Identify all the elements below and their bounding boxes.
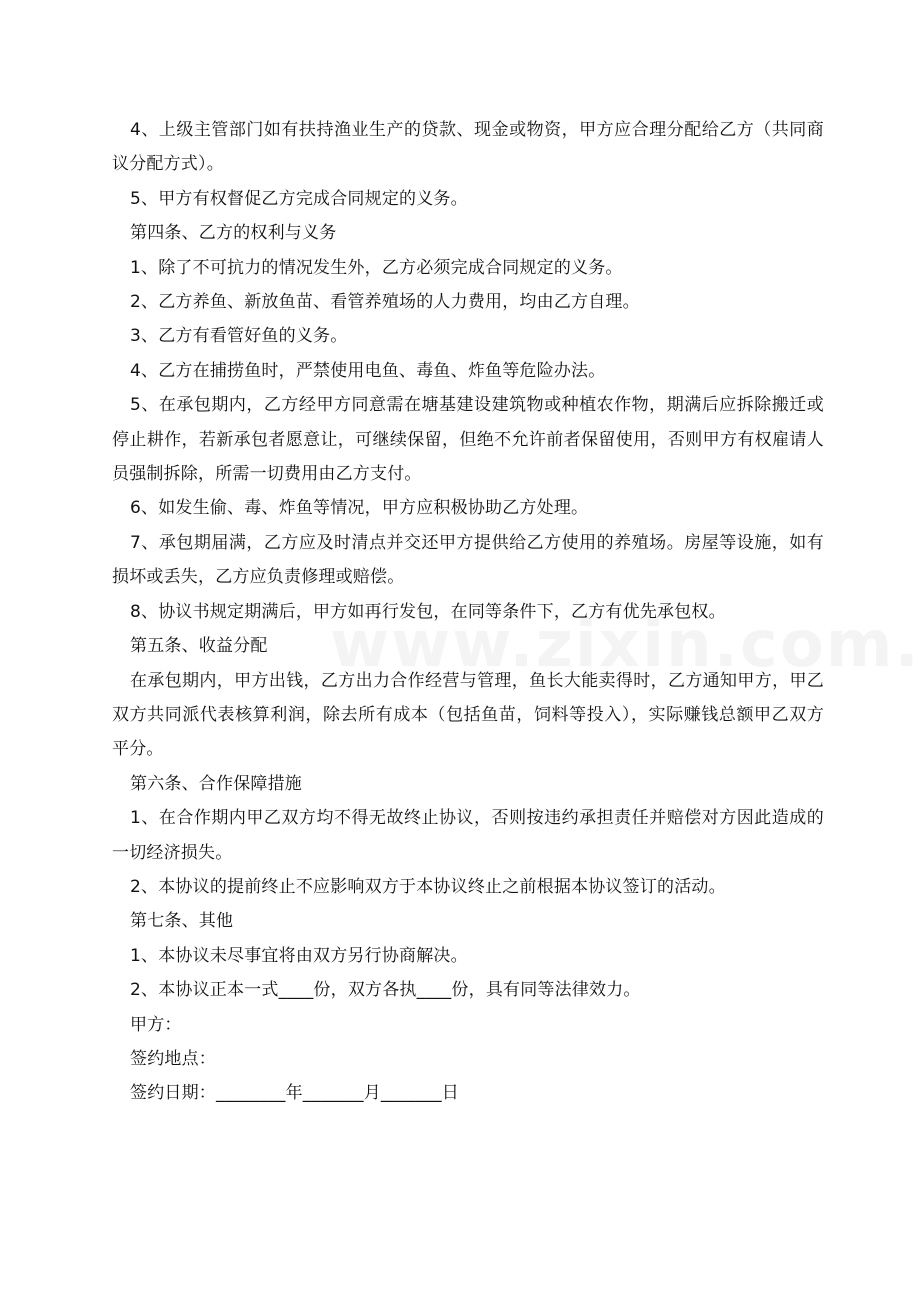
article-4-heading: 第四条、乙方的权利与义务 [130, 223, 337, 244]
clause-6-item-1: 1、在合作期内甲乙双方均不得无故终止协议，否则按违约承担责任并赔偿对方因此造成的一切经济损失。 [112, 808, 824, 863]
article-5-body: 在承包期内，甲方出钱，乙方出力合作经营与管理，鱼长大能卖得时，乙方通知甲方，甲乙双方共同派代表核算利润，除去所有成本（包括鱼苗，饲料等投入），实际赚钱总额甲乙双方平分。 [112, 670, 824, 760]
party-a-signature-line: 甲方： [130, 1014, 182, 1035]
clause-4-item-8: 8、协议书规定期满后，甲方如再行发包，在同等条件下，乙方有优先承包权。 [130, 601, 726, 622]
clause-4-item-3: 3、乙方有看管好鱼的义务。 [130, 326, 348, 347]
signing-location-line: 签约地点： [130, 1048, 216, 1069]
clause-3-item-5: 5、甲方有权督促乙方完成合同规定的义务。 [130, 188, 468, 209]
clause-4-item-5: 5、在承包期内，乙方经甲方同意需在塘基建设建筑物或种植农作物，期满后应拆除搬迁或停止耕作，若新承包者愿意让，可继续保留，但绝不允许前者保留使用，否则甲方有权雇请人员强制拆除，所需一切费用由乙方支付。 [112, 395, 824, 485]
article-5-heading: 第五条、收益分配 [130, 636, 268, 657]
clause-3-item-4: 4、上级主管部门如有扶持渔业生产的贷款、现金或物资，甲方应合理分配给乙方（共同商议分配方式）。 [112, 120, 824, 175]
article-7-heading: 第七条、其他 [130, 911, 234, 932]
clause-4-item-6: 6、如发生偷、毒、炸鱼等情况，甲方应积极协助乙方处理。 [130, 498, 589, 519]
clause-6-item-2: 2、本协议的提前终止不应影响双方于本协议终止之前根据本协议签订的活动。 [130, 876, 726, 897]
clause-4-item-4: 4、乙方在捕捞鱼时，严禁使用电鱼、毒鱼、炸鱼等危险办法。 [130, 360, 606, 381]
signing-date-line: 签约日期：________年_______月_______日 [130, 1083, 459, 1104]
clause-7-item-1: 1、本协议未尽事宜将由双方另行协商解决。 [130, 945, 468, 966]
clause-4-item-7: 7、承包期届满，乙方应及时清点并交还甲方提供给乙方使用的养殖场。房屋等设施，如有损坏或丢失，乙方应负责修理或赔偿。 [112, 532, 824, 588]
clause-4-item-1: 1、除了不可抗力的情况发生外，乙方必须完成合同规定的义务。 [130, 257, 623, 278]
article-6-heading: 第六条、合作保障措施 [130, 773, 302, 794]
clause-7-item-2: 2、本协议正本一式____份，双方各执____份，具有同等法律效力。 [130, 980, 641, 1001]
document-body [112, 113, 824, 1111]
clause-4-item-2: 2、乙方养鱼、新放鱼苗、看管养殖场的人力费用，均由乙方自理。 [130, 292, 640, 313]
